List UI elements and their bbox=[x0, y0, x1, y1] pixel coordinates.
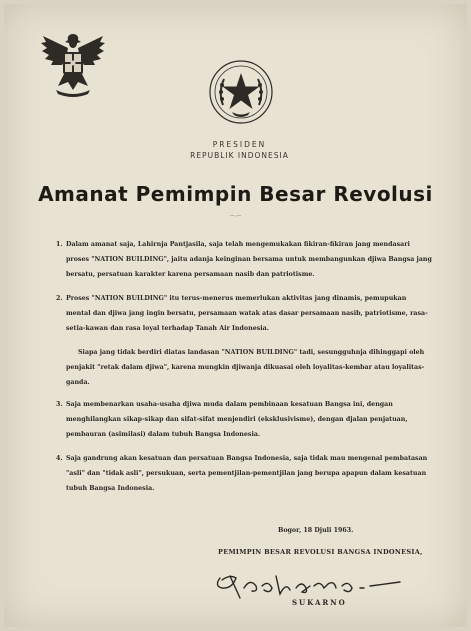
presidential-seal-icon bbox=[208, 59, 274, 125]
document-title: Amanat Pemimpin Besar Revolusi bbox=[38, 182, 433, 206]
place-date: Bogor, 18 Djuli 1963. bbox=[278, 527, 354, 534]
paragraph-2 bbox=[56, 291, 432, 336]
paragraph-number: 1. bbox=[56, 241, 63, 248]
signatory-office: PEMIMPIN BESAR REVOLUSI BANGSA INDONESIA, bbox=[218, 548, 423, 556]
paragraph-1 bbox=[56, 237, 432, 282]
signatory-name: SUKARNO bbox=[292, 598, 347, 607]
document-page bbox=[4, 4, 467, 627]
paragraph-text: Proses "NATION BUILDING" itu terus-menerus memerlukan aktivitas jang dinamis, pemupukan mental dan djiwa jang ingin bersatu, persamaan watak atas dasar persamaan nasib, patriotisme, rasa-setia-kawan dan rasa loyal terhadap Tanah Air Indonesia. bbox=[66, 295, 428, 332]
garuda-emblem-icon bbox=[38, 28, 108, 100]
title-ornament: —.— bbox=[229, 213, 242, 219]
paragraph-text: Siapa jang tidak berdiri diatas landasan "NATION BUILDING" tadi, sesungguhnja dihinggapi oleh penjakit "retak dalam djiwa", karena mungkin djiwanja dikuasai oleh loyalitas-kembar atau loyalitas-ganda. bbox=[66, 349, 425, 386]
paragraph-text: Dalam amanat saja, Lahirnja Pantjasila, saja telah mengemukakan fikiran-fikiran jang mendasari proses "NATION BUILDING", jaitu adanja keinginan bersama untuk membangunkan djiwa Bangsa jang bersatu, persatuan karakter karena persamaan nasib dan patriotisme. bbox=[66, 241, 432, 278]
header-line-republik: REPUBLIK INDONESIA bbox=[190, 151, 289, 160]
paragraph-2-continuation bbox=[66, 345, 432, 390]
paragraph-number: 2. bbox=[56, 295, 63, 302]
paragraph-number: 3. bbox=[56, 401, 63, 408]
paragraph-3 bbox=[56, 397, 432, 442]
paragraph-number: 4. bbox=[56, 455, 63, 462]
paragraph-text: Saja gandrung akan kesatuan dan persatuan Bangsa Indonesia, saja tidak mau mengenal pembatasan "asli" dan "tidak asli", persukuan, serta pementjilan-pementjilan jang berupa apapun dalam kesatuan tubuh Bangsa Indonesia. bbox=[66, 455, 428, 492]
paragraph-4 bbox=[56, 451, 432, 496]
header-line-presiden: PRESIDEN bbox=[212, 140, 267, 149]
paragraph-text: Saja membenarkan usaha-usaha djiwa muda dalam pembinaan kesatuan Bangsa ini, dengan menghilangkan sikap-sikap dan sifat-sifat menjendiri (eksklusivisme), dengan djalan penjatuan, pembauran (asimilasi) dalam tubuh Bangsa Indonesia. bbox=[66, 401, 408, 438]
